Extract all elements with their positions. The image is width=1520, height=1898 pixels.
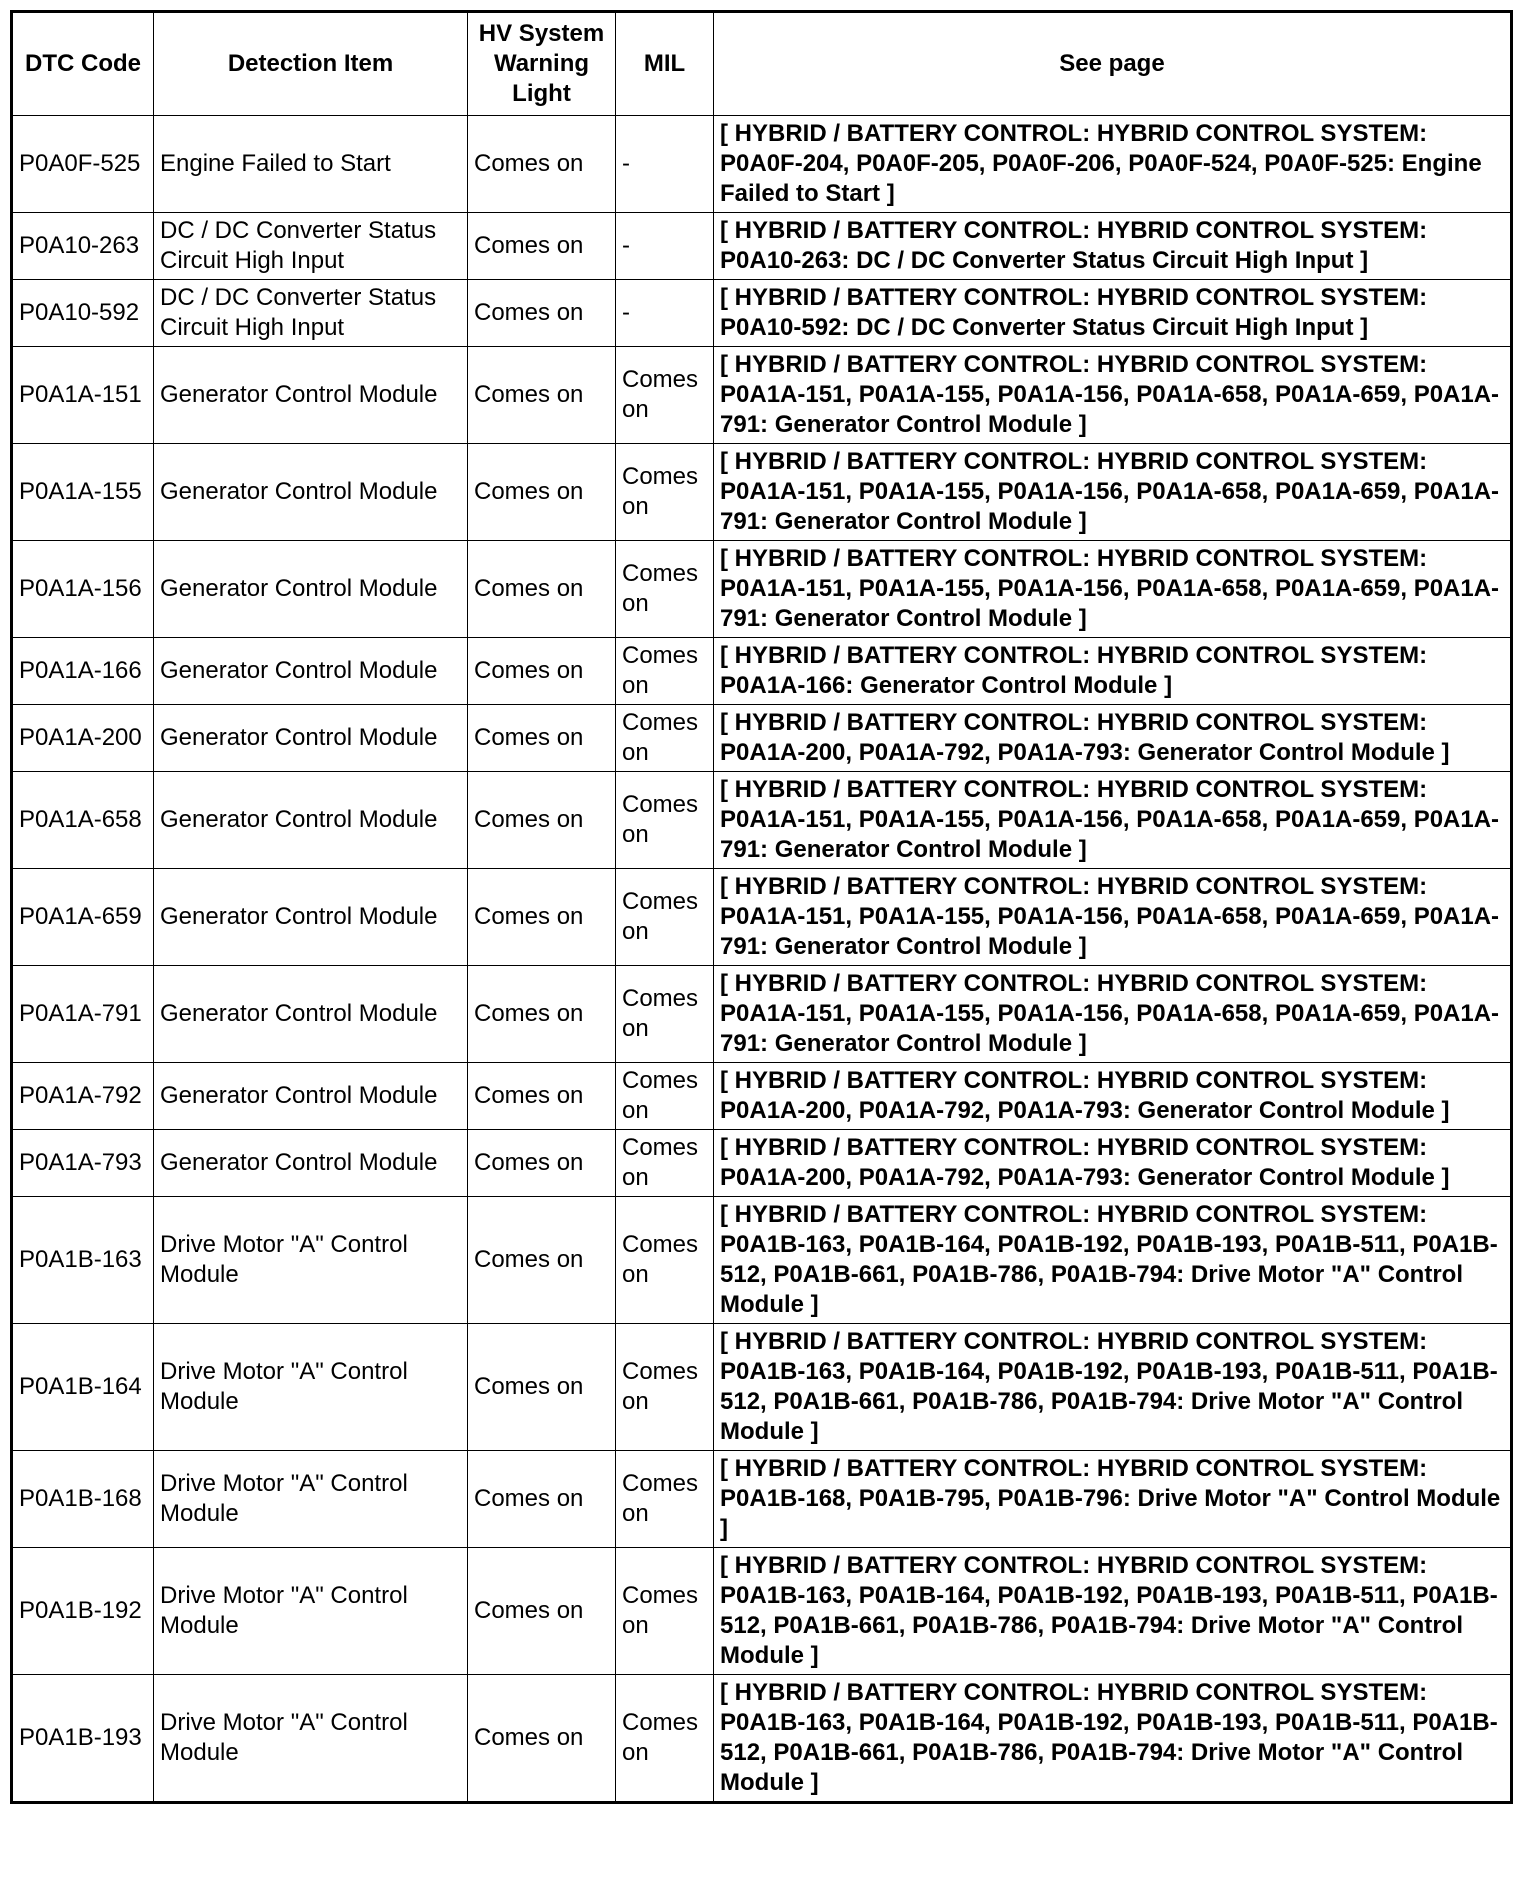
detection-item-cell: Generator Control Module xyxy=(154,638,468,705)
mil-cell: Comes on xyxy=(616,444,714,541)
hv-warning-cell: Comes on xyxy=(468,638,616,705)
hv-warning-cell: Comes on xyxy=(468,1548,616,1675)
mil-cell: Comes on xyxy=(616,541,714,638)
hv-warning-cell: Comes on xyxy=(468,1197,616,1324)
hv-warning-cell: Comes on xyxy=(468,966,616,1063)
see-page-cell: [ HYBRID / BATTERY CONTROL: HYBRID CONTROL SYSTEM: P0A1A-166: Generator Control Module ] xyxy=(714,638,1512,705)
see-page-cell: [ HYBRID / BATTERY CONTROL: HYBRID CONTROL SYSTEM: P0A1A-151, P0A1A-155, P0A1A-156, P0A1A-658, P0A1A-659, P0A1A-791: Generator Control Module ] xyxy=(714,966,1512,1063)
dtc-code-cell: P0A1A-156 xyxy=(12,541,154,638)
hv-warning-cell: Comes on xyxy=(468,772,616,869)
header-detection-item: Detection Item xyxy=(154,12,468,116)
detection-item-cell: Generator Control Module xyxy=(154,869,468,966)
dtc-code-cell: P0A1A-166 xyxy=(12,638,154,705)
see-page-cell: [ HYBRID / BATTERY CONTROL: HYBRID CONTROL SYSTEM: P0A1B-168, P0A1B-795, P0A1B-796: Drive Motor "A" Control Module ] xyxy=(714,1451,1512,1548)
detection-item-cell: Engine Failed to Start xyxy=(154,116,468,213)
table-row xyxy=(12,347,1512,444)
table-row xyxy=(12,772,1512,869)
detection-item-cell: Generator Control Module xyxy=(154,347,468,444)
header-dtc-code: DTC Code xyxy=(12,12,154,116)
mil-cell: - xyxy=(616,280,714,347)
mil-cell: Comes on xyxy=(616,1548,714,1675)
mil-cell: Comes on xyxy=(616,772,714,869)
mil-cell: Comes on xyxy=(616,966,714,1063)
mil-cell: Comes on xyxy=(616,347,714,444)
see-page-cell: [ HYBRID / BATTERY CONTROL: HYBRID CONTROL SYSTEM: P0A1A-151, P0A1A-155, P0A1A-156, P0A1A-658, P0A1A-659, P0A1A-791: Generator Control Module ] xyxy=(714,869,1512,966)
table-row xyxy=(12,1324,1512,1451)
mil-cell: - xyxy=(616,213,714,280)
table-row xyxy=(12,1130,1512,1197)
table-row xyxy=(12,1063,1512,1130)
detection-item-cell: Generator Control Module xyxy=(154,1130,468,1197)
hv-warning-cell: Comes on xyxy=(468,541,616,638)
see-page-cell: [ HYBRID / BATTERY CONTROL: HYBRID CONTROL SYSTEM: P0A1B-163, P0A1B-164, P0A1B-192, P0A1B-193, P0A1B-511, P0A1B-512, P0A1B-661, P0A1B-786, P0A1B-794: Drive Motor "A" Control Module ] xyxy=(714,1548,1512,1675)
hv-warning-cell: Comes on xyxy=(468,1130,616,1197)
dtc-code-cell: P0A1A-658 xyxy=(12,772,154,869)
table-row xyxy=(12,869,1512,966)
dtc-code-cell: P0A1B-168 xyxy=(12,1451,154,1548)
header-see-page: See page xyxy=(714,12,1512,116)
detection-item-cell: Drive Motor "A" Control Module xyxy=(154,1548,468,1675)
table-row xyxy=(12,213,1512,280)
dtc-code-cell: P0A1B-164 xyxy=(12,1324,154,1451)
detection-item-cell: Drive Motor "A" Control Module xyxy=(154,1197,468,1324)
mil-cell: Comes on xyxy=(616,638,714,705)
dtc-code-cell: P0A1B-193 xyxy=(12,1675,154,1803)
mil-cell: Comes on xyxy=(616,1451,714,1548)
detection-item-cell: DC / DC Converter Status Circuit High Input xyxy=(154,280,468,347)
detection-item-cell: Generator Control Module xyxy=(154,444,468,541)
table-row xyxy=(12,280,1512,347)
dtc-code-cell: P0A1A-151 xyxy=(12,347,154,444)
dtc-code-cell: P0A1A-200 xyxy=(12,705,154,772)
table-row xyxy=(12,444,1512,541)
table-row xyxy=(12,1451,1512,1548)
table-row xyxy=(12,638,1512,705)
detection-item-cell: Generator Control Module xyxy=(154,772,468,869)
mil-cell: Comes on xyxy=(616,1063,714,1130)
table-row xyxy=(12,1548,1512,1675)
see-page-cell: [ HYBRID / BATTERY CONTROL: HYBRID CONTROL SYSTEM: P0A10-263: DC / DC Converter Status Circuit High Input ] xyxy=(714,213,1512,280)
see-page-cell: [ HYBRID / BATTERY CONTROL: HYBRID CONTROL SYSTEM: P0A1A-151, P0A1A-155, P0A1A-156, P0A1A-658, P0A1A-659, P0A1A-791: Generator Control Module ] xyxy=(714,772,1512,869)
see-page-cell: [ HYBRID / BATTERY CONTROL: HYBRID CONTROL SYSTEM: P0A0F-204, P0A0F-205, P0A0F-206, P0A0F-524, P0A0F-525: Engine Failed to Start ] xyxy=(714,116,1512,213)
detection-item-cell: Drive Motor "A" Control Module xyxy=(154,1675,468,1803)
see-page-cell: [ HYBRID / BATTERY CONTROL: HYBRID CONTROL SYSTEM: P0A1A-200, P0A1A-792, P0A1A-793: Generator Control Module ] xyxy=(714,705,1512,772)
see-page-cell: [ HYBRID / BATTERY CONTROL: HYBRID CONTROL SYSTEM: P0A1A-151, P0A1A-155, P0A1A-156, P0A1A-658, P0A1A-659, P0A1A-791: Generator Control Module ] xyxy=(714,444,1512,541)
mil-cell: Comes on xyxy=(616,1675,714,1803)
table-row xyxy=(12,1675,1512,1803)
detection-item-cell: DC / DC Converter Status Circuit High Input xyxy=(154,213,468,280)
detection-item-cell: Generator Control Module xyxy=(154,541,468,638)
dtc-code-cell: P0A1B-192 xyxy=(12,1548,154,1675)
hv-warning-cell: Comes on xyxy=(468,1451,616,1548)
header-row xyxy=(12,12,1512,116)
dtc-code-cell: P0A1A-791 xyxy=(12,966,154,1063)
detection-item-cell: Drive Motor "A" Control Module xyxy=(154,1451,468,1548)
dtc-page xyxy=(10,10,1510,1804)
see-page-cell: [ HYBRID / BATTERY CONTROL: HYBRID CONTROL SYSTEM: P0A1A-200, P0A1A-792, P0A1A-793: Generator Control Module ] xyxy=(714,1130,1512,1197)
mil-cell: Comes on xyxy=(616,1324,714,1451)
mil-cell: Comes on xyxy=(616,1130,714,1197)
see-page-cell: [ HYBRID / BATTERY CONTROL: HYBRID CONTROL SYSTEM: P0A1A-151, P0A1A-155, P0A1A-156, P0A1A-658, P0A1A-659, P0A1A-791: Generator Control Module ] xyxy=(714,541,1512,638)
hv-warning-cell: Comes on xyxy=(468,444,616,541)
mil-cell: Comes on xyxy=(616,869,714,966)
hv-warning-cell: Comes on xyxy=(468,869,616,966)
detection-item-cell: Generator Control Module xyxy=(154,705,468,772)
table-row xyxy=(12,1197,1512,1324)
mil-cell: Comes on xyxy=(616,705,714,772)
see-page-cell: [ HYBRID / BATTERY CONTROL: HYBRID CONTROL SYSTEM: P0A1B-163, P0A1B-164, P0A1B-192, P0A1B-193, P0A1B-511, P0A1B-512, P0A1B-661, P0A1B-786, P0A1B-794: Drive Motor "A" Control Module ] xyxy=(714,1197,1512,1324)
dtc-code-cell: P0A1A-659 xyxy=(12,869,154,966)
mil-cell: - xyxy=(616,116,714,213)
hv-warning-cell: Comes on xyxy=(468,1324,616,1451)
see-page-cell: [ HYBRID / BATTERY CONTROL: HYBRID CONTROL SYSTEM: P0A1B-163, P0A1B-164, P0A1B-192, P0A1B-193, P0A1B-511, P0A1B-512, P0A1B-661, P0A1B-786, P0A1B-794: Drive Motor "A" Control Module ] xyxy=(714,1324,1512,1451)
mil-cell: Comes on xyxy=(616,1197,714,1324)
dtc-code-cell: P0A10-263 xyxy=(12,213,154,280)
hv-warning-cell: Comes on xyxy=(468,1675,616,1803)
table-row xyxy=(12,541,1512,638)
table-row xyxy=(12,705,1512,772)
hv-warning-cell: Comes on xyxy=(468,347,616,444)
table-row xyxy=(12,116,1512,213)
detection-item-cell: Generator Control Module xyxy=(154,1063,468,1130)
table-row xyxy=(12,966,1512,1063)
see-page-cell: [ HYBRID / BATTERY CONTROL: HYBRID CONTROL SYSTEM: P0A1A-151, P0A1A-155, P0A1A-156, P0A1A-658, P0A1A-659, P0A1A-791: Generator Control Module ] xyxy=(714,347,1512,444)
see-page-cell: [ HYBRID / BATTERY CONTROL: HYBRID CONTROL SYSTEM: P0A1B-163, P0A1B-164, P0A1B-192, P0A1B-193, P0A1B-511, P0A1B-512, P0A1B-661, P0A1B-786, P0A1B-794: Drive Motor "A" Control Module ] xyxy=(714,1675,1512,1803)
header-mil: MIL xyxy=(616,12,714,116)
hv-warning-cell: Comes on xyxy=(468,1063,616,1130)
see-page-cell: [ HYBRID / BATTERY CONTROL: HYBRID CONTROL SYSTEM: P0A1A-200, P0A1A-792, P0A1A-793: Generator Control Module ] xyxy=(714,1063,1512,1130)
dtc-code-cell: P0A1A-792 xyxy=(12,1063,154,1130)
dtc-code-cell: P0A1A-793 xyxy=(12,1130,154,1197)
dtc-code-cell: P0A1B-163 xyxy=(12,1197,154,1324)
dtc-code-cell: P0A1A-155 xyxy=(12,444,154,541)
dtc-code-cell: P0A0F-525 xyxy=(12,116,154,213)
table-body xyxy=(12,116,1512,1803)
dtc-table xyxy=(10,10,1513,1804)
hv-warning-cell: Comes on xyxy=(468,280,616,347)
hv-warning-cell: Comes on xyxy=(468,213,616,280)
detection-item-cell: Drive Motor "A" Control Module xyxy=(154,1324,468,1451)
see-page-cell: [ HYBRID / BATTERY CONTROL: HYBRID CONTROL SYSTEM: P0A10-592: DC / DC Converter Status Circuit High Input ] xyxy=(714,280,1512,347)
detection-item-cell: Generator Control Module xyxy=(154,966,468,1063)
hv-warning-cell: Comes on xyxy=(468,705,616,772)
dtc-code-cell: P0A10-592 xyxy=(12,280,154,347)
header-hv-warning-light: HV System Warning Light xyxy=(468,12,616,116)
hv-warning-cell: Comes on xyxy=(468,116,616,213)
